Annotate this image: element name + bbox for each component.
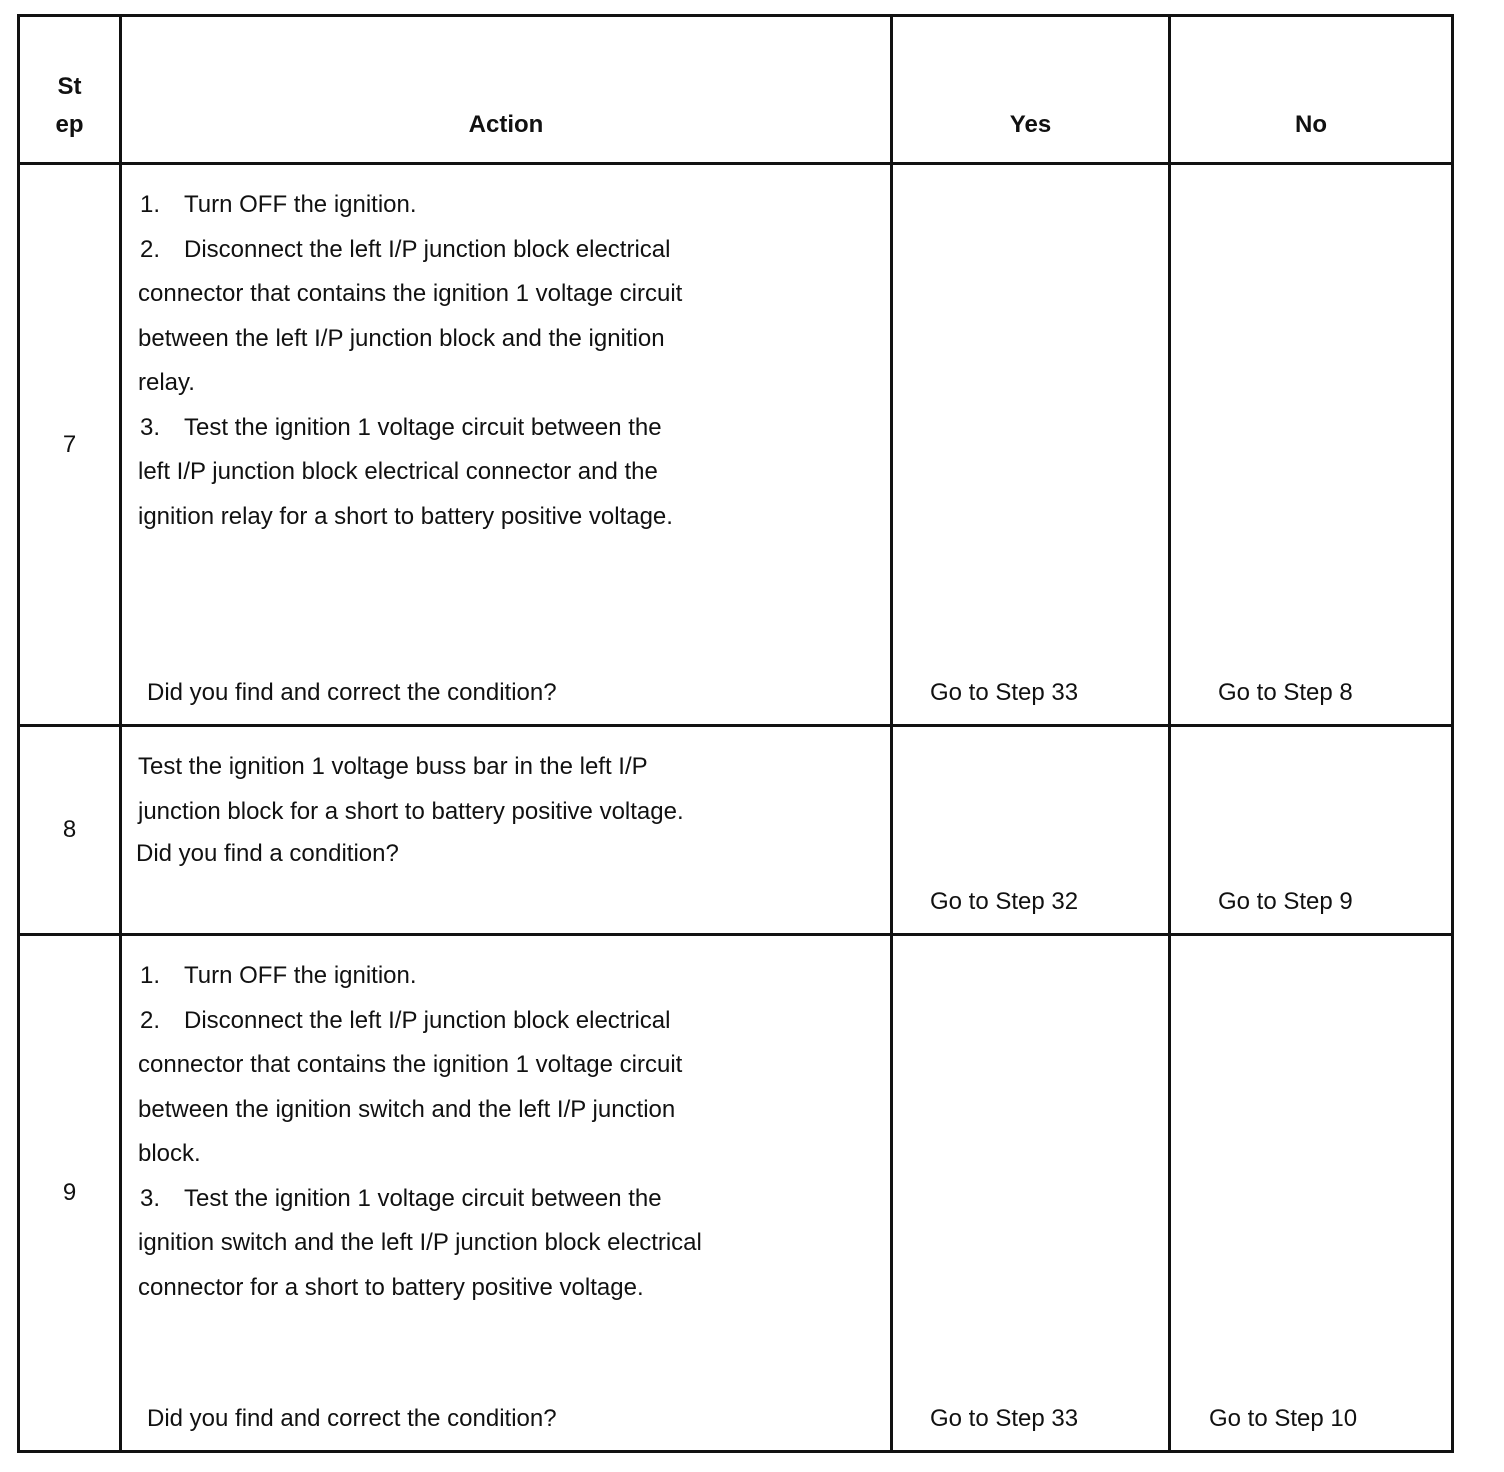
question-text: Did you find and correct the condition?	[147, 1405, 557, 1432]
list-item: 2. Disconnect the left I/P junction block electrical connector that contains the ignition 1 voltage circuit between the ignition switch and the left I/P junction block.	[138, 1006, 683, 1167]
header-step-line2: ep	[55, 111, 84, 138]
no-result: Go to Step 9	[1218, 888, 1353, 915]
header-yes: Yes	[892, 16, 1170, 164]
action-line: junction block for a short to battery positive voltage.	[138, 797, 684, 825]
list-item: 2. Disconnect the left I/P junction block electrical connector that contains the ignition 1 voltage circuit between the left I/P junction block and the ignition relay.	[138, 235, 683, 396]
diagnostic-table	[17, 14, 1454, 1453]
yes-result: Go to Step 33	[930, 679, 1079, 706]
table-row-step-7	[19, 164, 1453, 726]
yes-result: Go to Step 32	[930, 888, 1079, 915]
no-cell	[1170, 164, 1453, 726]
action-cell	[121, 935, 892, 1452]
header-step	[19, 16, 121, 164]
action-line: Test the ignition 1 voltage buss bar in the left I/P	[138, 753, 648, 780]
no-cell	[1170, 726, 1453, 935]
yes-cell	[892, 935, 1170, 1452]
question-text: Did you find a condition?	[136, 840, 399, 867]
table-row-step-9	[19, 935, 1453, 1452]
action-steps-list	[138, 954, 798, 1310]
no-result: Go to Step 8	[1218, 679, 1353, 706]
no-result: Go to Step 10	[1209, 1405, 1358, 1432]
table-row-step-8	[19, 726, 1453, 935]
yes-cell	[892, 164, 1170, 726]
header-no: No	[1170, 16, 1453, 164]
header-action: Action	[121, 16, 892, 164]
action-cell	[121, 164, 892, 726]
question-text: Did you find and correct the condition?	[147, 679, 557, 706]
list-item: 3. Test the ignition 1 voltage circuit between the left I/P junction block electrical connector and the ignition relay for a short to battery positive voltage.	[138, 413, 673, 530]
yes-cell	[892, 726, 1170, 935]
action-cell	[121, 726, 892, 935]
step-number: 8	[19, 726, 121, 935]
header-row	[19, 16, 1453, 164]
list-item: 1. Turn OFF the ignition.	[140, 191, 417, 218]
action-steps-list	[138, 183, 798, 539]
yes-result: Go to Step 33	[930, 1405, 1079, 1432]
header-step-line1: St	[57, 73, 82, 100]
no-cell	[1170, 935, 1453, 1452]
list-item: 3. Test the ignition 1 voltage circuit between the ignition switch and the left I/P junction block electrical connector for a short to battery positive voltage.	[138, 1184, 702, 1301]
list-item: 1. Turn OFF the ignition.	[140, 962, 417, 989]
step-number: 9	[19, 935, 121, 1452]
step-number: 7	[19, 164, 121, 726]
